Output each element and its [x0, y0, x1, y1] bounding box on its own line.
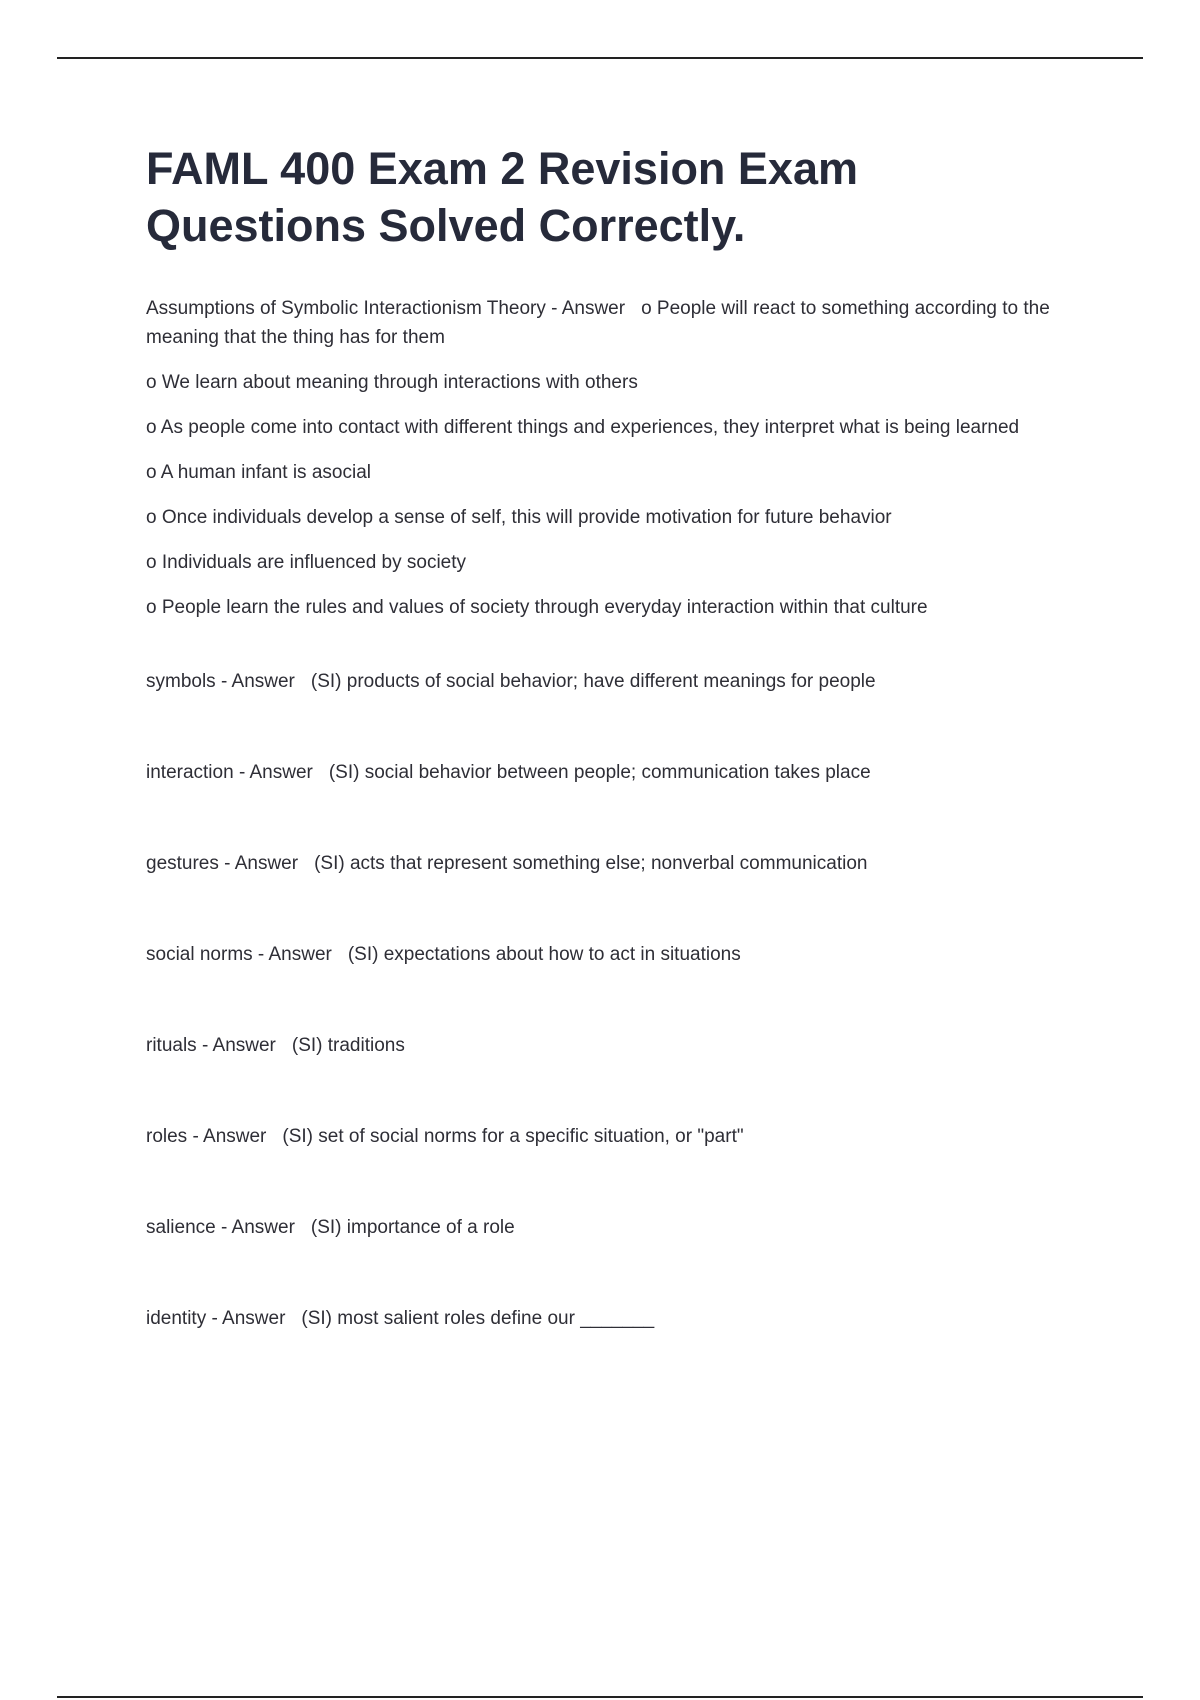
- list-item: o Individuals are influenced by society: [146, 552, 467, 573]
- list-item: o Once individuals develop a sense of self, this will provide motivation for future behavior: [146, 507, 892, 528]
- qa-term: symbols - Answer: [146, 671, 295, 692]
- list-item: o People learn the rules and values of society through everyday interaction within that culture: [146, 597, 928, 618]
- qa-answer: (SI) set of social norms for a specific situation, or "part": [282, 1126, 744, 1147]
- qa-item: [146, 940, 1086, 969]
- list-item: o We learn about meaning through interactions with others: [146, 372, 638, 393]
- qa-item: [146, 758, 1086, 787]
- qa-answer: (SI) expectations about how to act in situations: [347, 944, 741, 965]
- qa-answer: (SI) importance of a role: [310, 1217, 515, 1238]
- document-body: [146, 140, 1086, 1395]
- qa-term: Assumptions of Symbolic Interactionism Theory - Answer: [146, 298, 626, 319]
- qa-answer: (SI) traditions: [291, 1035, 405, 1056]
- qa-answer: (SI) social behavior between people; communication takes place: [328, 762, 871, 783]
- qa-term: identity - Answer: [146, 1308, 286, 1329]
- qa-list: [146, 667, 1086, 1333]
- qa-item: [146, 1213, 1086, 1242]
- qa-item: [146, 1031, 1086, 1060]
- qa-answer: (SI) products of social behavior; have different meanings for people: [310, 671, 876, 692]
- qa-answer: (SI) most salient roles define our _______: [301, 1308, 655, 1329]
- qa-term: rituals - Answer: [146, 1035, 276, 1056]
- qa-item-assumptions: [146, 294, 1086, 352]
- qa-item: [146, 667, 1086, 696]
- assumption-list: [146, 368, 1086, 622]
- bottom-divider: [57, 1696, 1143, 1698]
- qa-item: [146, 1304, 1086, 1333]
- list-item: o As people come into contact with different things and experiences, they interpret what is being learned: [146, 417, 1020, 438]
- qa-term: gestures - Answer: [146, 853, 299, 874]
- list-item: o A human infant is asocial: [146, 462, 371, 483]
- top-divider: [57, 57, 1143, 59]
- document-title: FAML 400 Exam 2 Revision Exam Questions Solved Correctly.: [146, 143, 859, 251]
- qa-answer: (SI) acts that represent something else; nonverbal communication: [314, 853, 868, 874]
- qa-term: salience - Answer: [146, 1217, 295, 1238]
- qa-term: social norms - Answer: [146, 944, 332, 965]
- qa-term: interaction - Answer: [146, 762, 313, 783]
- qa-item: [146, 849, 1086, 878]
- qa-term: roles - Answer: [146, 1126, 267, 1147]
- qa-answer: o People will react to something according to the meaning that the thing has for them: [146, 298, 1050, 348]
- qa-item: [146, 1122, 1086, 1151]
